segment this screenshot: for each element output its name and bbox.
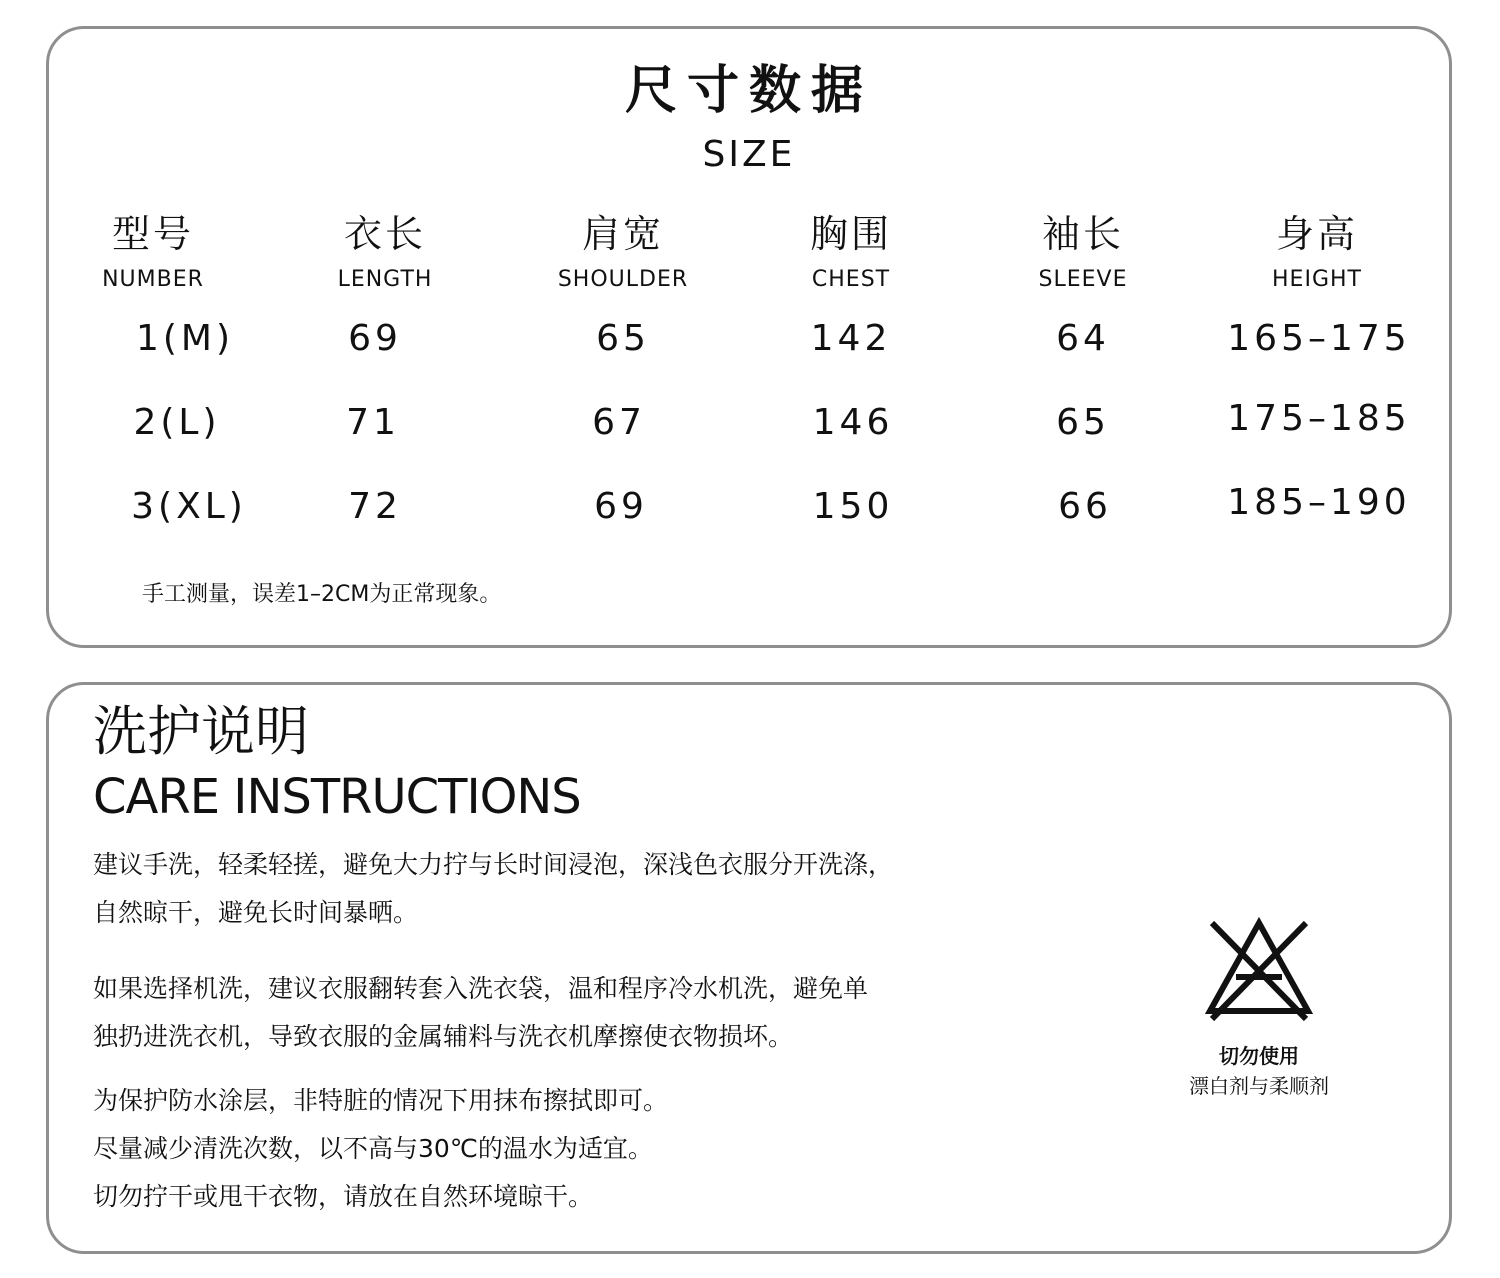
column-header-cn: 型号 xyxy=(111,212,194,256)
icon-label-bold: 切勿使用 xyxy=(1219,1044,1299,1068)
cell-shoulder: 65 xyxy=(596,318,650,359)
column-header-en: SHOULDER xyxy=(557,267,689,292)
cell-number: 1(M) xyxy=(135,318,235,359)
column-header-height xyxy=(1197,209,1437,295)
care-paragraph xyxy=(93,1077,1033,1221)
care-line: 如果选择机洗，建议衣服翻转套入洗衣袋，温和程序冷水机洗，避免单 xyxy=(93,974,869,1003)
care-paragraph xyxy=(93,841,1033,937)
column-header-cn: 身高 xyxy=(1275,212,1358,256)
cell-height: 185–190 xyxy=(1227,482,1411,523)
column-header-en: NUMBER xyxy=(102,267,204,292)
cell-height: 165–175 xyxy=(1227,318,1411,359)
cell-height: 175–185 xyxy=(1227,398,1411,439)
column-header-cn: 衣长 xyxy=(343,212,426,256)
size-subtitle: SIZE xyxy=(702,134,796,175)
column-header-en: LENGTH xyxy=(337,267,433,292)
column-header-cn: 袖长 xyxy=(1041,212,1124,256)
icon-label: 漂白剂与柔顺剂 xyxy=(1189,1074,1329,1098)
care-line: 独扔进洗衣机，导致衣服的金属辅料与洗衣机摩擦使衣物损坏。 xyxy=(93,1022,794,1051)
care-line: 自然晾干，避免长时间暴晒。 xyxy=(93,898,419,927)
care-card xyxy=(46,682,1452,1254)
no-bleach-icon xyxy=(1204,915,1314,1025)
column-header-cn: 肩宽 xyxy=(581,212,664,256)
column-header-chest xyxy=(731,209,971,295)
cell-chest: 142 xyxy=(810,318,892,359)
column-header-length xyxy=(265,209,505,295)
size-card xyxy=(46,26,1452,648)
cell-shoulder: 69 xyxy=(594,486,648,527)
column-header-en: SLEEVE xyxy=(1038,267,1128,292)
column-header-sleeve xyxy=(963,209,1203,295)
column-header-cn: 胸围 xyxy=(809,212,892,256)
care-title: 洗护说明 xyxy=(93,700,309,763)
cell-shoulder: 67 xyxy=(592,402,646,443)
column-header-number xyxy=(33,209,273,295)
cell-number: 3(XL) xyxy=(131,486,247,527)
care-line: 切勿拧干或甩干衣物，请放在自然环境晾干。 xyxy=(93,1182,594,1211)
cell-chest: 150 xyxy=(812,486,894,527)
cell-sleeve: 66 xyxy=(1058,486,1112,527)
cell-length: 71 xyxy=(346,402,400,443)
cell-sleeve: 64 xyxy=(1056,318,1110,359)
care-subtitle: CARE INSTRUCTIONS xyxy=(93,769,581,825)
cell-number: 2(L) xyxy=(133,402,221,443)
care-line: 为保护防水涂层，非特脏的情况下用抹布擦拭即可。 xyxy=(93,1086,669,1115)
cell-chest: 146 xyxy=(812,402,894,443)
bleach-warning xyxy=(1169,915,1349,1101)
measurement-note: 手工测量，误差1–2CM为正常现象。 xyxy=(142,582,502,607)
care-line: 建议手洗，轻柔轻搓，避免大力拧与长时间浸泡，深浅色衣服分开洗涤， xyxy=(93,850,894,879)
cell-sleeve: 65 xyxy=(1056,402,1110,443)
size-title: 尺寸数据 xyxy=(624,61,873,121)
column-header-en: HEIGHT xyxy=(1272,267,1362,292)
cell-length: 72 xyxy=(348,486,402,527)
column-header-en: CHEST xyxy=(811,267,891,292)
care-paragraph xyxy=(93,965,1033,1061)
care-line: 尽量减少清洗次数，以不高与30℃的温水为适宜。 xyxy=(93,1134,653,1163)
column-header-shoulder xyxy=(503,209,743,295)
cell-length: 69 xyxy=(348,318,402,359)
